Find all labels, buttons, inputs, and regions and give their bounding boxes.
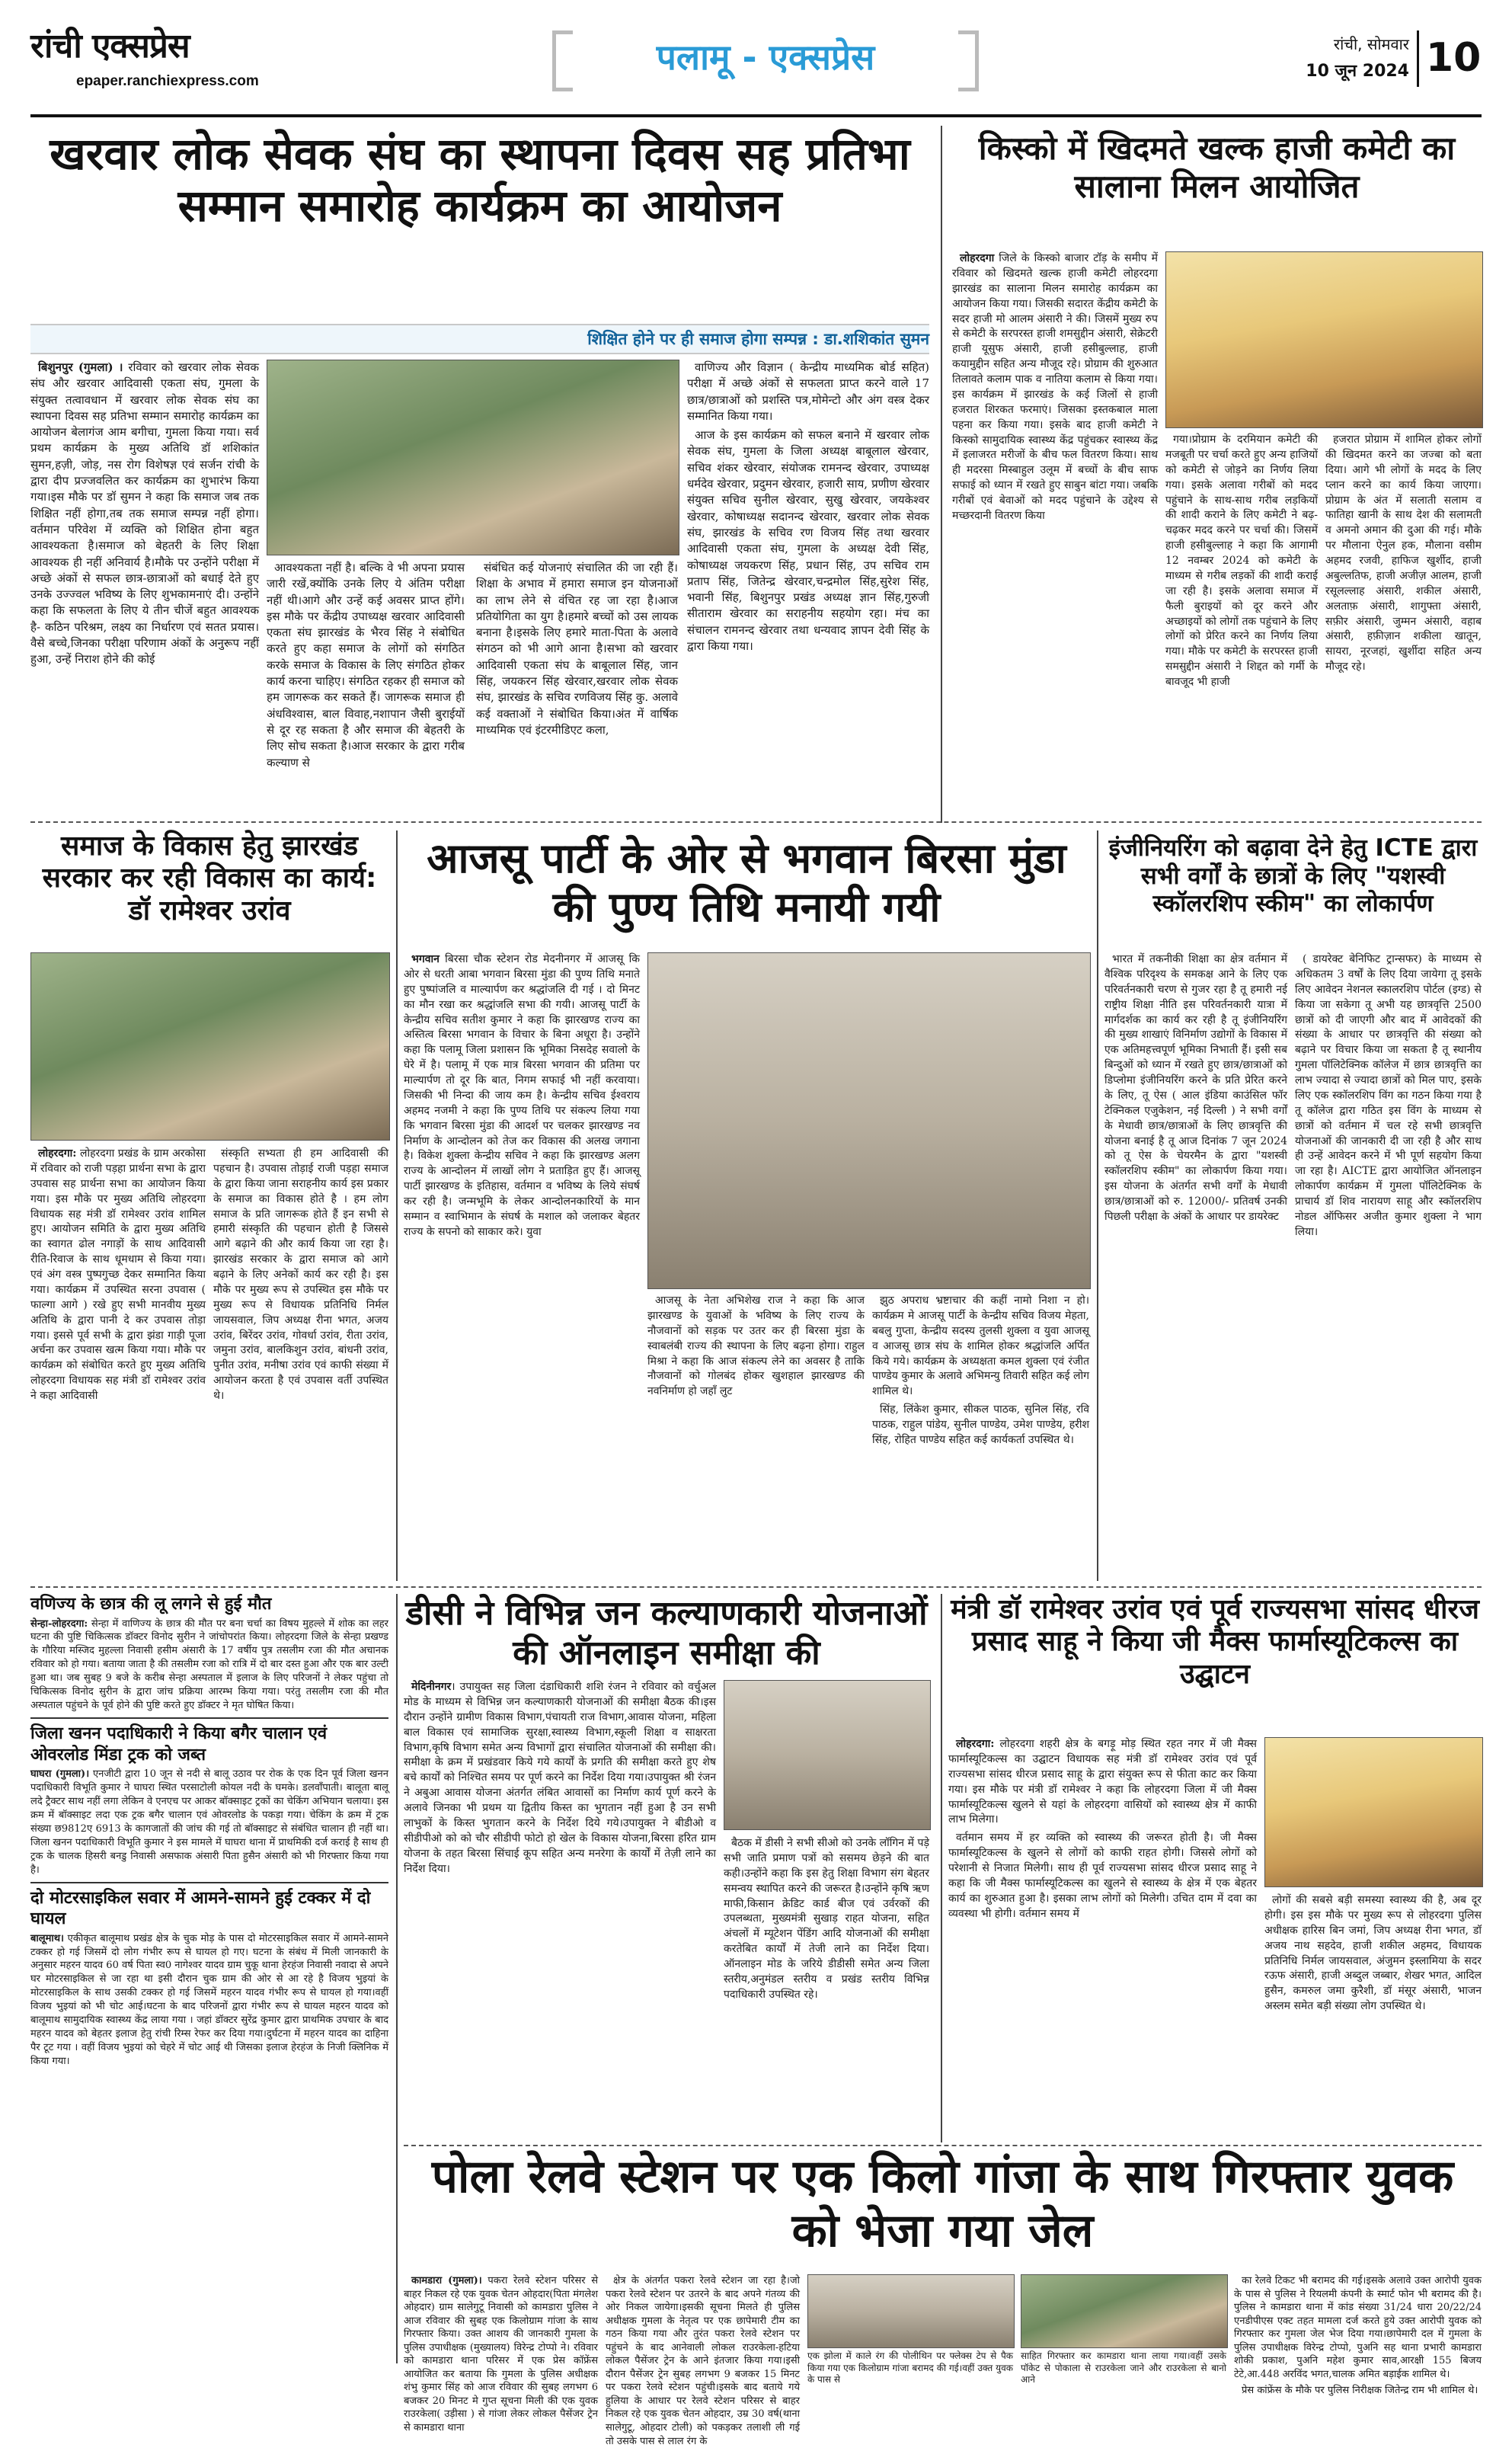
brief-divider-2 — [30, 1882, 388, 1883]
col-divider-4 — [396, 1594, 398, 2363]
brief-3-headline: दो मोटरसाइकिल सवार में आमने-सामने हुई टक्कर में दो घायल — [30, 1888, 371, 1929]
story4-col1 — [404, 952, 640, 1577]
story1-text2: आवश्यकता नहीं है। बल्कि वे भी अपना प्रयास जारी रखें,क्योंकि उनके लिए ये अंतिम परीक्षा नहीं थी।आगे और उन्हें कई अवसर प्राप्त होंगे। इस मौके पर केंद्रीय उपाध्यक्ष खरवार आदिवासी एकता संघ झारखंड के भैरव सिंह ने संबोधित करते हुए कहा समाज के लोगों को संगठित करके समाज के विकास के लिए संगठित होकर कार्य करना चाहिए। संगठित रहकर ही समाज को हम जागरूक कर सकते हैं। जागरूक समाज ही अंधविश्वास, बाल विवाह,नशापान जैसी बुराईयों से दूर रह सकता है और समाज की बेहतरी के लिए सोच सकता है।आज सरकार के द्वारा गरीब कल्याण से — [267, 561, 465, 770]
story5-headline: इंजीनियरिंग को बढ़ावा देने हेतु ICTE द्वारा सभी वर्गों के छात्रों के लिए "यशस्वी स्कॉलरशिप स्कीम" का लोकार्पण — [1108, 834, 1478, 918]
story8-text1: पकरा रेलवे स्टेशन परिसर से बाहर निकल रहे एक युवक चेतन ओहदार(पिता मंगलेश ओहदार) ग्राम सालेगुटू निवासी को कामडारा पुलिस ने आज रविवार की सुबह एक किलोग्राम गांजा के साथ गिरफ्तार किया। उक्त आशय की जानकारी गुमला के पुलिस उपाधीक्षक (मुख्यालय) विरेन्द्र टोप्पो ने। रविवार को कामडारा थाना परिसर में एक प्रेस कॉफ्रेंस आयोजित कर बताया कि गुमला के पुलिस अधीक्षक शंभु कुमार सिंह को आज रविवार की सुबह लगभग 6 बजकर 20 मिनट मे गुप्त सूचना मिली की एक युवक राउरकेला( उड़ीसा ) से गांजा लेकर लोकल पैसेंजर ट्रेन से कामडारा थाना — [404, 2275, 598, 2434]
story7-text2: वर्तमान समय में हर व्यक्ति को स्वास्थ्य की जरूरत होती है। जी मैक्स फार्मास्यूटिकल्स के खुलने से लोगों को काफी राहत होगी। जिससे लोगों को परेशानी से निजात मिलेगी। साथ ही पूर्व राज्यसभा सांसद धीरज प्रसाद साहू ने कहा कि जी मैक्स फार्मास्यूटिकल्स का खुलने से स्वास्थ्य के क्षेत्र में एक बेहतर कार्य का शुरुआत हुआ है। इसका लाभ लोगों को मिलेगी। उचित दाम में दवा का व्यवस्था भी होगी। वर्तमान समय में — [948, 1832, 1257, 1920]
story1-photo-group — [267, 360, 679, 555]
brief-2-dateline: घाघरा (गुमला)। — [30, 1768, 90, 1781]
story6-col2 — [724, 1836, 929, 2137]
story8-caption2: साहित गिरफ्तार कर कामडारा थाना लाया गया।वहीं उसके पॉकेट से पोकाला से राउरकेला जाने और राउरकेला से बानो आने — [1021, 2350, 1226, 2386]
story1-headline: खरवार लोक सेवक संघ का स्थापना दिवस सह प्रतिभा सम्मान समारोह कार्यक्रम का आयोजन — [50, 128, 910, 232]
story6-dateline: मेदिनीनगर — [411, 1681, 452, 1693]
story4-text2: आजसू के नेता अभिशेख राज ने कहा कि आज झारखण्ड के युवाओं के भविष्य के लिए राज्य के नौजवानों को सड़क पर उतर कर ही बिरसा मुंडा के स्वाबलंबी राज्य की स्थापना के लिए बढ़ना होगा। राहुल मिश्रा ने कहा कि आज संकल्प लेने का अवसर है ताकि नौजवानों को गोलबंद होकर खुशहाल झारखण्ड की नवनिर्माण हो जहाँ लुट — [647, 1294, 865, 1398]
story7-headline: मंत्री डॉ रामेश्वर उरांव एवं पूर्व राज्यसभा सांसद धीरज प्रसाद साहू ने किया जी मैक्स फार्मास्यूटिकल्स का उद्घाटन — [951, 1594, 1479, 1690]
bracket-right — [958, 30, 979, 91]
brief-1-body: सेन्हा में वाणिज्य के छात्र की मौत पर बना चर्चा का विषय मुहल्ले में शोक का लहर घटना की पुष्टि चिकित्सक डॉक्टर विनोद सुरीन ने जांचोपरांत किया। लोहरदगा जिले के सेन्हा प्रखण्ड के गौरिया मस्जिद मुहल्ला निवासी हसीम अंसारी के 17 वर्षीय पुत्र तसलीम रजा की मौत अचानक रविवार को हो गया। बताया जाता है की तसलीम रजा को रात्रि में दो बार दस्त हुआ और एक बार उल्टी हुआ था। जब सुबह 9 बजे के करीब सेन्हा अस्पताल में इलाज के लिए परिजनों ने लेकर पहुंचा तो चिकित्सक विनोद सुरीन के द्वारा जांच प्रक्रिया आरम्भ किया गया। परंतु तसलीम रजा की मौत अस्पताल पहुंचने के पूर्व होने की पुष्टि करते हुए डॉक्टर ने मृत घोषित किया। — [30, 1618, 388, 1712]
story3-headline: समाज के विकास हेतु झारखंड सरकार कर रही विकास का कार्य: डॉ रामेश्वर उरांव — [42, 830, 377, 926]
section-rule-1 — [30, 821, 1482, 823]
story7-dateline: लोहरदगा: — [956, 1738, 995, 1750]
story5-text1: भारत में तकनीकी शिक्षा का क्षेत्र वर्तमान में वैश्विक परिदृश्य के समकक्ष आने के लिए एक परिवर्तनकारी चरण से गुजर रहा है तू हमारी नई राष्ट्रीय शिक्षा नीति इस परिवर्तनकारी यात्रा में मार्गदर्शक का कार्य कर रही है तू इंजीनियरिंग की मुख्य शाखाएं विनिर्माण उद्योगों के विकास में एक अतिमहत्त्वपूर्ण भूमिका निभाती हैं। इसी सब बिन्दुओं को ध्यान में रखते हुए छात्र/छात्राओं को डिप्लोमा इंजीनियरिंग करने के प्रति प्रेरित करने के लिए, तू ऐस ( आल इंडिया काउंसिल फॉर टेक्निकल एजुकेशन, नई दिल्ली ) ने सभी वर्गों के मेधावी छात्र/छात्राओं के लिए छात्रवृत्ति की योजना बनाई है तू आज दिनांक 7 जून 2024 को तू ऐस के चेयरमैन के द्वारा "यशस्वी स्कॉलरशिप स्कीम" का लोकार्पण किया गया। इस योजना के अंतर्गत सभी वर्गों के मेधावी छात्र/छात्राओं को रु. 12000/- प्रतिवर्ष उनकी पिछली परीक्षा के अंकों के आधार पर डायरेक्ट — [1104, 953, 1287, 1223]
brief-divider-1 — [30, 1717, 388, 1719]
story8-photo-accused — [1021, 2274, 1228, 2348]
story1-text1: रविवार को खरवार लोक सेवक संघ और खरवार आदिवासी एकता संघ, गुमला के संयुक्त तत्वावधान में खरवार लोक सेवक संघ का स्थापना दिवस सह प्रतिभा सम्मान समारोह कार्यक्रम का आयोजन बेलागंज आम बगीचा, गुमला किया गया। सर्व प्रथम कार्यक्रम के मुख्य अतिथि डॉ शशिकांत सुमन,हज़ी, जोड़, नस रोग विशेषज्ञ एवं सर्जन रांची के द्वारा दीप प्रज्जवलित कर कार्यक्रम का शुभारंभ किया गया।इस मौके पर डॉ सुमन ने कहा कि समाज जब तक शिक्षित नहीं होगा,तब तक समाज सम्पन्न नहीं होगा। वर्तमान परिवेश में व्यक्ति को शिक्षित होना बहुत आवश्यकता है।समाज को बेहतरी के लिए शिक्षा आवश्यक ही नहीं अनिवार्य है।मौके पर उन्होंने परीक्षा में अच्छे अंकों से सफल छात्र-छात्राओं को बधाई देते हुए उनके उज्ज्वल भविष्य के लिए शुभकामनाएं दी। उन्होंने कहा कि सफलता के लिए ये तीन चीजें बहुत आवश्यक है- कठिन परिश्रम, लक्ष्य का निर्धारण एवं सतत प्रयास। वैसे बच्चे,जिनका परीक्षा परिणाम अंकों के अनुरूप नहीं हुआ, उन्हें निराश होने की कोई — [30, 360, 259, 667]
story8-photo-seized — [807, 2274, 1015, 2348]
page-divider — [1417, 30, 1419, 87]
story5 — [1104, 834, 1482, 918]
story2 — [952, 130, 1482, 205]
story4 — [404, 834, 1089, 931]
brief-1 — [30, 1594, 388, 1713]
story7-col1 — [948, 1737, 1257, 2133]
city-day: रांची, सोमवार — [1333, 35, 1409, 53]
story2-text3: हजरात प्रोग्राम में शामिल होकर लोगों की खिदमत करने का जज्बा को बता दिया। आगे भी लोगों के मदद के लिए प्लान करने का कार्य किया जाएगा। प्रोग्राम के अंत में सलाती सलाम व फातिहा खानी के साथ देश की सलामती व अमनो अमान की दुआ की गई। मौके पर मौलाना ऐनुल हक, मौलाना वसीम अहमद रजवी, हाफिज खुर्शीद, हाजी अबुल्लतिफ, हाजी अजीज़ आलम, हाजी रसूलल्लाह अंसारी, शकील अंसारी, अलताफ़ अंसारी, शागुफ्ता अंसारी, सफ़ीर अंसारी, जुम्मन अंसारी, वहाब अंसारी, हफ़ीज़ान शकीला खातून, सायरा, नूरजहां, खुर्शीदा सहित अन्य मौजूद रहे। — [1325, 434, 1482, 674]
brief-3-body: एकीकृत बालूमाथ प्रखंड क्षेत्र के चुक मोड़ के पास दो मोटरसाइकिल सवार में आमने-सामने टक्कर हो गई जिसमें दो लोग गंभीर रूप से घायल हो गए। घटना के संबंध में मिली जानकारी के अनुसार महरन यादव 60 वर्ष पिता स्व0 नागेश्वर यादव ग्राम चुकू थाना हेरहंज निवासी नवादा से अपने घर मोटरसाइकिल से जा रहा था इसी दौरान चुक ग्राम की ओर से आ रहे है विजय भुइयां के मोटरसाइकिल के साथ उसकी टक्कर हो गई जिसमें महरन यादव गंभीर रूप से घायल हो गया।वहीं विजय भुइयां को भी चोट आई।घटना के बाद परिजनों द्वारा गंभीर रूप से घायल महरन यादव को बालूमाथ सामुदायिक स्वास्थ्य केंद्र लाया गया । जहां डॉक्टर सुरेंद्र कुमार द्वारा प्राथमिक उपचार के बाद महरन यादव को बेहतर इलाज हेतु रांची रिम्स रेफर कर दिया गया।दुर्घटना में महरन यादव का दाहिना पैर टूट गया । वहीं विजय भुइयां को चेहरे में चोट आई थी जिसका इलाज हेरहंज के निजी क्लिनिक में किया गया। — [30, 1932, 388, 2067]
story7-text3: लोगों की सबसे बड़ी समस्या स्वास्थ्य की है, अब दूर होगी। इस इस मौके पर मुख्य रूप से लोहरदगा पुलिस अधीक्षक हारिस बिन जमां, जिप अध्यक्ष रीना भगत, डॉ अजय नाथ सहदेव, हाजी शकील अहमद, विधायक प्रतिनिधि निर्मल जायसवाल, अंजुमन इस्लामिया के सदर रऊफ अंसारी, हाजी अब्दुल जब्बार, शेखर भगत, आदिल हुसैन, कमरुल जमा कुरैशी, डॉ मंसूर अंसारी, भाजन अस्लम समेत बड़ी संख्या लोग उपस्थित थे। — [1264, 1894, 1482, 2013]
masthead-logo — [30, 21, 259, 90]
briefs-column — [30, 1594, 388, 2253]
story2-text2: गया।प्रोग्राम के दरमियान कमेटी की मजबूती पर चर्चा करते हुए अन्य हाजियों को कमेटी से जोड़ने का निर्णय लिया गया। इसके अलावा गरीबों को मदद पहुंचाने के साथ-साथ गरीब लड़कियों की शादी कराने के लिए कमेटी ने बढ़-चढ़कर मदद करने पर चर्चा की। जिसमें हाजी हसीबुल्लाह ने कहा कि आगामी 12 नवम्बर 2024 को कमेटी के माध्यम से गरीब लड़कों की शादी कराई जा रही है। इसके अलावा समाज में फैली बुराइयों को दूर करने और अच्छाइयों को लोगों तक पहुंचाने के लिए लोगों को प्रेरित करने का निर्णय लिया गया। मौके पर कमेटी के सरपरस्त हाजी समसुद्दीन अंसारी ने शिद्दत को गर्मी के बावजूद भी हाजी — [1165, 434, 1318, 688]
story8 — [404, 2150, 1482, 2258]
story6-col1 — [404, 1680, 716, 2137]
story1-col2 — [267, 560, 465, 819]
story8-col2 — [606, 2274, 800, 2447]
story1-col3 — [476, 560, 678, 819]
story1-text5: आज के इस कार्यक्रम को सफल बनाने में खरवार लोक सेवक संघ, गुमला के जिला अध्यक्ष बाबूलाल खेरवार, सचिव शंकर खेरवार, संयोजक रामनन्द खेरवार, उपाध्यक्ष धर्मदेव खेरवार, प्रदुमन खेरवार, हजारी साय, प्रणीण खेरवार संयुक्त सचिव सुनील खेरवार, सुखु खेरवार, जयकेश्वर खेरवार, कोषाध्यक्ष सदानन्द खेरवार, खरवार लोक सेवक संघ, झारखंड के सचिव रण विजय सिंह तथा खरवार आदिवासी एकता संघ, गुमला के अध्यक्ष देवी सिंह, कोषाध्यक्ष जयकरण सिंह, प्रधान सिंह, उप सचिव राम प्रताप सिंह, जितेन्द्र खेरवार,चन्द्रमोल सिंह,सुरेश सिंह, भवानी सिंह, बिशुनपुर प्रखंड अध्यक्ष ज्ञान सिंह,गुरुजी सीताराम खेरवार का सराहनीय सहयोग रहा। मंच का संचालन रामनन्द खेरवार तथा धन्यवाद ज्ञापन देवी सिंह के द्वारा किया गया। — [687, 428, 929, 654]
story1-text3: संबंधित कई योजनाएं संचालित की जा रही हैं।शिक्षा के अभाव में हमारा समाज इन योजनाओं का लाभ लेने से वंचित रह जा रहा है।आज प्रतियोगिता का युग है।हमारे बच्चों को उस लायक बनाना है।इसके लिए हमारे माता-पिता के अलावे संगठन को भी आगे आना है।सभा को खरवार आदिवासी एकता संघ के बाबूलाल सिंह, जान सिंह, जयकरन सिंह खेरवार,खरवार लोक सेवक संघ, झारखंड के सचिव रणविजय सिंह कु. अलावे कई वक्ताओं ने संबोधित किया।अंत में वार्षिक माध्यमिक एवं इंटरमीडिएट कला, — [476, 561, 678, 737]
story8-caption1: एक झोला में काले रंग की पोलीथिन पर फ्लेक्स टेप से पैक किया गया एक किलोग्राम गांजा बरामद की गई।वहीं उक्त युवक के पास से — [807, 2350, 1013, 2386]
story3-col2 — [213, 1147, 388, 1581]
paper-name: रांची एक्सप्रेस — [30, 27, 190, 66]
story8-text3: का रेलवे टिकट भी बरामद की गई।इसके अलावे उक्त आरोपी युवक के पास से पुलिस ने रियलमी कंपनी के स्मार्ट फोन भी बरामद की है। पुलिस ने कामडारा थाना में कांड संख्या 31/24 धारा 20/22/24 एनडीपीएस एक्ट तहत मामला दर्ज करते हुये उक्त आरोपी युवक को गिरफ्तार कर गुमला जेल भेज दिया गया।छापेमारी दल में गुमला के पुलिस उपाधीक्षक विरेन्द्र टोप्पो, पुअनि सह थाना प्रभारी कामडारा शोकी प्रकाश, पुअनि महेश कुमार साव,आरक्षी 155 बिजय टेटे,आ.448 अरविंद भगत,चालक अमित बड़ाईक शामिल थे। — [1234, 2275, 1482, 2380]
col-divider-top — [941, 126, 942, 823]
story7 — [948, 1594, 1482, 1691]
story4-text1: बिरसा चौक स्टेशन रोड मेदनीनगर में आजसू कि ओर से धरती आबा भगवान बिरसा मुंडा की पुण्य तिथि मनाते हुए पुष्पांजलि व माल्यार्पण कर श्रद्धांजलि दी गई । दो मिनट का मौन रखा कर श्रद्धांजलि सभा की गयी। आजसू पार्टी के केन्द्रीय सचिव सतीश कुमार ने कहा कि झारखण्ड राज्य का अस्तित्व बिरसा भगवान के विचार के बिना अधूरा है। उन्होंने कहा कि पलामू जिला प्रशासन कि भूमिका निसदेह सवालो के घेरे में है। पलामू में एक मात्र बिरसा भगवान की प्रतिमा पर माल्यार्पण तो दूर कि बात, निगम सफाई भी नहीं करवाया। जिसकी भी निन्दा की जाय कम है। केन्द्रीय सचिव ईश्वराय अहमद नजमी ने कहा कि पुण्य तिथि पर संकल्प लिया गया कि भगवान बिरसा मुंडा की आदर्श पर चलकर झारखण्ड नव निर्माण के आन्दोलन को तेज कर विकास की अलख जगाना है। विकेश शुक्ला केन्द्रीय सचिव ने कहा कि झारखण्ड अलग राज्य के आन्दोलन में लाखों लोग ने प्रताड़ित हुए हैं। आजसू पार्टी झारखण्ड के इतिहास, वर्तमान व भविष्य के लिये संघर्ष कर रही है। जन्मभूमि के लेकर आन्दोलनकारियों के मान सम्मान व स्वाभिमान के संघर्ष के मशाल को जलाकर बेहतर राज्य के सपनो को साकार करे। युवा — [404, 953, 641, 1238]
story8-text2: क्षेत्र के अंतर्गत पकरा रेलवे स्टेशन जा रहा है।जो पकरा रेलवे स्टेशन पर उतरने के बाद अपने गंतव्य की ओर निकल जायेगा।इसकी सूचना मिलते ही पुलिस अधीक्षक गुमला के नेतृत्व पर एक छापेमारी टीम का गठन किया गया और तुरंत पकरा रेलवे स्टेशन पर पहुंचने के बाद आनेवाली लोकल राउरकेला-हटिया लोकल पैसेंजर ट्रेन के आने इंतजार किया गया।इसी दौरान पैसेंजर ट्रेन सुबह लगभग 9 बजकर 15 मिनट पर पकरा रेलवे स्टेशन पहुंची।इसके बाद बताये गये हुलिया के आधार पर रेलवे स्टेशन परिसर से बाहर निकल रहे एक युवक चेतन ओहदार, उम्र 30 वर्ष(थाना सालेगुटू, ओहदार टोली) को पकड़कर तलाशी ली गई तो उसके पास से लाल रंग के — [606, 2275, 800, 2447]
story1-dateline: बिशुनपुर (गुमला) । — [38, 360, 123, 374]
brief-1-dateline: सेन्हा-लोहरदगा: — [30, 1618, 88, 1630]
story2-headline: किस्को में खिदमते खल्क हाजी कमेटी का सालाना मिलन आयोजित — [978, 130, 1456, 205]
story6 — [404, 1594, 929, 1673]
story1-col1 — [30, 360, 259, 817]
story4-text3: झुठ अपराध भ्रष्टाचार की कहीं नामो निशा न हो। कार्यक्रम मे आजसू पार्टी के केन्द्रीय सचिव विजय मेहता, बबलु गुप्ता, केन्द्रीय सदस्य तुलसी शुक्ला व युवा आजसू व आजसू छात्र संघ के शामिल होकर श्रद्धांजलि अर्पित किये गये। कार्यक्रम के अध्यक्षता कमल शुक्ला एवं रंजीत पाण्डेय कुमार के अलावे अभिमन्यु तिवारी सहित कई लोग शामिल थे। — [872, 1294, 1089, 1398]
col-divider-2 — [396, 830, 398, 1581]
brief-2-body: एनजीटी द्वारा 10 जून से नदी से बालू उठाव पर रोक के एक दिन पूर्व जिला खनन पदाधिकारी विभूति कुमार ने घाघरा स्थित परसाटोली कोयल नदी के घमके। डलवाँपाती। बालूता बालू लदे ट्रैक्टर साथ नहीं लगा लेकिन वे एनएच पर आकर बॉक्साइट ट्रकों का चेकिंग अभियान चलाया। इस क्रम में बॉक्साइट लदा एक ट्रक बगैर चालान एवं ओवरलोड के पकड़ा गया। चेकिंग के क्रम में ट्रक संख्या छ9812ए 6913 के कागजातों की जांच की गई तो बॉक्साइट से संबंधित चालान ही नहीं था। जिला खनन पदाधिकारी विभूति कुमार ने इस मामले में घाघरा थाना में प्राथमिकी दर्ज कराई है साथ ही ट्रक के चालक हिसरी बनडु निवासी असफाक अंसारी पिता हुसैन अंसारी को भी गिरफ्तार किया गया है। — [30, 1768, 388, 1876]
story5-text2: ( डायरेक्ट बेनिफिट ट्रान्सफर) के माध्यम से अधिकतम 3 वर्षों के लिए दिया जायेगा तू इसके लिए आवेदन नेशनल स्कालरशिप पोर्टल (इग्ड) से किया जा सकेगा तू अभी यह छात्रवृत्ति 2500 छात्रों को दी जाएगी और बाद में आवेदकों की संख्या के आधार पर छात्रवृत्ति की संख्या को बढ़ाने पर विचार किया जा सकता है तू स्थानीय गुमला पॉलिटेक्निक कॉलेज में छात्र छात्रवृत्ति का लाभ ज्यादा से ज्यादा छात्रों को मिल पाए, इसके लिए एक स्कॉलरशिप विंग का गठन किया गया है तू कॉलेज द्वारा गठित इस विंग के माध्यम से छात्रों को वर्तमान में चल रहे सभी छात्रवृत्ति योजनाओं की जानकारी दी जा रही है और साथ ही उन्हें आवेदन करने में भी पूर्ण सहयोग किया जा रहा है। AICTE द्वारा आयोजित ऑनलाइन लोकार्पण कार्यक्रम में गुमला पॉलिटेक्निक के प्राचार्य डॉ शिव नारायण साहू और स्कॉलरशिप नोडल ऑफिसर अजीत कुमार शुक्ला ने भाग लिया। — [1295, 953, 1482, 1238]
story4-headline: आजसू पार्टी के ओर से भगवान बिरसा मुंडा की पुण्य तिथि मनायी गयी — [427, 834, 1066, 931]
story2-dateline: लोहरदगा — [960, 252, 995, 264]
issue-date: 10 जून 2024 — [1306, 62, 1409, 81]
story8-headline: पोला रेलवे स्टेशन पर एक किलो गांजा के साथ गिरफ्तार युवक को भेजा गया जेल — [431, 2150, 1454, 2258]
bracket-left — [552, 30, 573, 91]
brief-2-headline: जिला खनन पदाधिकारी ने किया बगैर चालान एवं ओवरलोड मिंडा ट्रक को जब्त — [30, 1724, 328, 1765]
story1-subhead: शिक्षित होने पर ही समाज होगा सम्पन्न : डा.शशिकांत सुमन — [30, 324, 929, 354]
dateline-block — [1272, 34, 1409, 82]
story7-text1: लोहरदगा शहरी क्षेत्र के बगड़ू मोड़ स्थित रहत नगर में जी मैक्स फार्मास्यूटिकल्स का उद्घाटन विधायक सह मंत्री डॉ रामेश्वर उरांव एवं पूर्व राज्यसभा सांसद धीरज प्रसाद साहू के द्वारा संयुक्त रूप से फीता काट कर किया गया। इस मौके पर मंत्री डॉ रामेश्वर ने कहा कि लोहरदगा जिला में जी मैक्स फार्मास्यूटिकल्स खुलने से यहां के लोहरदगा वासियों को स्वास्थ्य क्षेत्र में काफी लाभ मिलेगा। — [948, 1738, 1258, 1826]
story8-dateline: कामडारा (गुमला)। — [411, 2275, 482, 2286]
page-number: 10 — [1426, 35, 1482, 81]
story6-text1: । उपायुक्त सह जिला दंडाधिकारी शशि रंजन ने रविवार को वर्चुअल मोड के माध्यम से विभिन्न जन कल्याणकारी योजनाओं की समीक्षा बैठक की।इस दौरान उन्होंने ग्रामीण विकास विभाग,पंचायती राज विभाग,आवास योजना, महिला बाल विकास एवं सामाजिक सुरक्षा,स्वास्थ्य विभाग,स्कूली शिक्षा व साक्षरता विभाग,कृषि विभाग समेत अन्य विभागों द्वारा संचालित योजनाओं की समीक्षा की।समीक्षा के क्रम में प्रखंडवार किये गये कार्यों के प्रगति की समीक्षा करते हुए शेष बचे कार्यों को निश्चित समय पर पूर्ण करने का निर्देश दिया गया।उपायुक्त श्री रंजन ने अबुआ आवास योजना अंतर्गत लंबित आवासों का निर्माण कार्य पूर्ण करने के अलावे जिनका भी प्रथम या द्वितीय किस्त का भुगतान नहीं हुआ है उन सभी लाभुकों के किस्त भुगतान करने के निर्देश दिये गये।उपायुक्त ने बीडीओ व सीडीपीओ को को चौर सीडीपी फोटो हो खेल के विकास योजना,बिरसा हरित ग्राम योजना के तहत बिरसा सिंचाई कूप सहित अन्य मनरेगा के कार्यों में तेज़ी लाने का निर्देश दिया। — [404, 1681, 716, 1875]
story1-col4 — [687, 360, 929, 817]
masthead-rule — [30, 114, 1482, 117]
story2-col3 — [1325, 433, 1482, 814]
story7-photo-inauguration — [1264, 1737, 1483, 1887]
story8-col1 — [404, 2274, 598, 2434]
paper-site[interactable]: epaper.ranchiexpress.com — [76, 73, 259, 89]
story3-photo-ceremony — [30, 952, 390, 1141]
story3-text1: लोहरदगा प्रखंड के ग्राम अरकोसा में रविवार को राजी पड़हा प्रार्थना सभा के द्वारा उपवास सह प्रार्थना सभा का आयोजन किया गया। इस मौके पर मुख्य अतिथि लोहरदगा विधायक सह मंत्री डॉ रामेश्वर उरांव शामिल हुए। आयोजन समिति के द्वारा मुख्य अतिथि का स्वागत ढोल नगाड़ों के साथ आदिवासी रीति-रिवाज के साथ धूमधाम से किया गया। एवं अंग वस्त्र पुष्पगुच्छ देकर सम्मानित किया गया। कार्यक्रम में उपस्थित सरना उपवास ( फाल्गा आगे ) रखे हुए सभी मानवीय मुख्य अतिथि के द्वारा पानी दे कर उपवास तोड़ा गया। इससे पूर्व सभी के द्वारा झंडा गाड़ी पूजा अर्चना कर उपवास खत्म किया गया। मौके पर कार्यक्रम को संबोधित करते हुए मुख्य अतिथि लोहरदगा विधायक सह मंत्री डॉ रामेश्वर उरांव ने कहा आदिवासी — [30, 1147, 206, 1402]
story3 — [30, 830, 388, 927]
story5-col2 — [1295, 952, 1482, 1577]
section-title: पलामू - एक्सप्रेस — [656, 37, 875, 78]
story4-text4: सिंह, लिंकेश कुमार, सीकल पाठक, सुनिल सिंह, रवि पाठक, राहुल पांडेय, सुनील पाण्डेय, उमेश पाण्डेय, हरीश सिंह, रोहित पाण्डेय सहित कई कार्यकर्ता उपस्थित थे। — [872, 1403, 1089, 1446]
story8-col3 — [1234, 2274, 1482, 2397]
story8-text4: प्रेस कांफ्रेंस के मौके पर पुलिस निरीक्षक जितेन्द्र राम भी शामिल थे। — [1242, 2385, 1478, 2397]
story6-photo-office — [724, 1680, 931, 1830]
section-banner — [552, 30, 979, 84]
brief-1-headline: वणिज्य के छात्र की लू लगने से हुई मौत — [30, 1595, 272, 1614]
brief-3-dateline: बालूमाथ। — [30, 1932, 64, 1944]
brief-2 — [30, 1723, 388, 1877]
story2-photo-stage — [1165, 251, 1483, 428]
story2-text1: जिले के किस्को बाजार टॉड़ के समीप में रविवार को खिदमते खल्क हाजी कमेटी लोहरदगा झारखंड का सालाना मिलन समारोह कार्यक्रम का आयोजन किया गया। जिसकी सदारत केंद्रीय कमेटी के सदर हाजी मो आलम अंसारी ने की। जिसमें मुख्य रुप से कमेटी के सरपरस्त हाजी शमसुद्दीन अंसारी, सेक्रेटरी हाजी यूसुफ अंसारी, हाजी हसीबुल्लाह, हाजी कयामुद्दीन सहित अन्य मौजूद रहे। प्रोग्राम की शुरुआत तिलावते कलाम पाक व नातिया कलाम से किया गया। इस कार्यक्रम में झारखंड के कई जिलों से हाजी हजरात शिरकत फरमाएं। जिसका इस्तकबाल माला पहना कर किया गया। इसके बाद हाजी कमेटी ने किस्को सामुदायिक स्वास्थ्य केंद्र पहुंचकर स्वास्थ्य केंद्र में इलाजरत मरीजों के बीच फल वितरण किया। साथ ही मदरसा मिस्बाहुल उलूम में बच्चों के बीच साफ सफाई को ध्यान में रखते हुए साबुन बांटा गया। जबकि गरीबों एवं बेवाओं को मदद पहुंचाने के उद्देश्य से मच्छरदानी वितरण किया — [952, 252, 1158, 522]
story3-dateline: लोहरदगा: — [38, 1147, 77, 1160]
story6-text2: बैठक में डीसी ने सभी सीओ को उनके लॉगिन में पड़े सभी जाति प्रमाण पत्रों को ससमय छेड़ने की बात कही।उन्होंने कहा कि इस हेतु शिक्षा विभाग संग बेहतर समन्वय स्थापित करने की जरूरत है।उन्होंने कृषि ऋण माफी,किसान क्रेडिट कार्ड बीज एवं उर्वरकों की उपलब्धता, मुख्यमंत्री सुखाड़ राहत योजना, सहित अंचलों में म्यूटेशन पेंडिंग आदि योजनाओं की समीक्षा करतेबित कार्यों में तेजी लाने का निर्देश दिया।ऑनलाइन मोड के जरिये डीडीसी समेत अन्य जिला स्तरीय,अनुमंडल स्तरीय व प्रखंड स्तरीय विभिन्न पदाधिकारी उपस्थित रहे। — [724, 1837, 929, 2001]
col-divider-3 — [1097, 830, 1098, 1581]
section-rule-3 — [404, 2145, 1482, 2146]
story2-col2 — [1165, 433, 1318, 814]
story1-text4: वाणिज्य और विज्ञान ( केन्द्रीय माध्यमिक बोर्ड सहित) परीक्षा में अच्छे अंकों से सफलता प्राप्त करने वाले 17 छात्र/छात्राओं को प्रशस्ति पत्र,मोमेन्टो और अंग वस्त्र देकर सम्मानित किया गया। — [687, 360, 929, 423]
section-rule-2 — [30, 1586, 1482, 1588]
story1 — [30, 128, 929, 232]
story6-headline: डीसी ने विभिन्न जन कल्याणकारी योजनाओं की ऑनलाइन समीक्षा की — [405, 1594, 928, 1672]
story2-col1 — [952, 251, 1158, 655]
story4-photo-statue — [647, 952, 1091, 1289]
story3-col1 — [30, 1147, 206, 1581]
story4-col3 — [872, 1294, 1089, 1576]
story7-col2 — [1264, 1893, 1482, 2133]
story5-col1 — [1104, 952, 1287, 1577]
story3-text2: संस्कृति सभ्यता ही हम आदिवासी की पहचान है। उपवास तोड़ाई राजी पड़हा समाज के द्वारा किया जाना सराहनीय कार्य इस प्रकार के समाज का विकास होते है । हम लोग समाज के प्रति जागरूक होते हैं इन सभी से हमारी संस्कृति की पहचान होती है जिससे आगे बढ़ाने की और कार्य किया जा रहा है। झारखंड सरकार के द्वारा समाज को आगे बढ़ाने के लिए अनेकों कार्य कर रही है। इस मौके पर मुख्य रूप से उपस्थित इस मौके पर मुख्य रूप से विधायक प्रतिनिधि निर्मल जायसवाल, जिप अध्यक्ष रीना भगत, अजय उरांव, बिरेंदर उरांव, गोवर्धा उरांव, रीता उरांव, जमुना उरांव, बालकिशुन उरांव, बांधनी उरांव, पुनीत उरांव, मनीषा उरांव एवं काफी संख्या में आयोजन करता है एवं उपवास वर्ती उपस्थित थे। — [213, 1147, 388, 1402]
brief-3 — [30, 1888, 388, 2069]
story4-dateline: भगवान — [411, 953, 440, 965]
story4-col2 — [647, 1294, 865, 1576]
col-divider-5 — [941, 1594, 942, 2142]
